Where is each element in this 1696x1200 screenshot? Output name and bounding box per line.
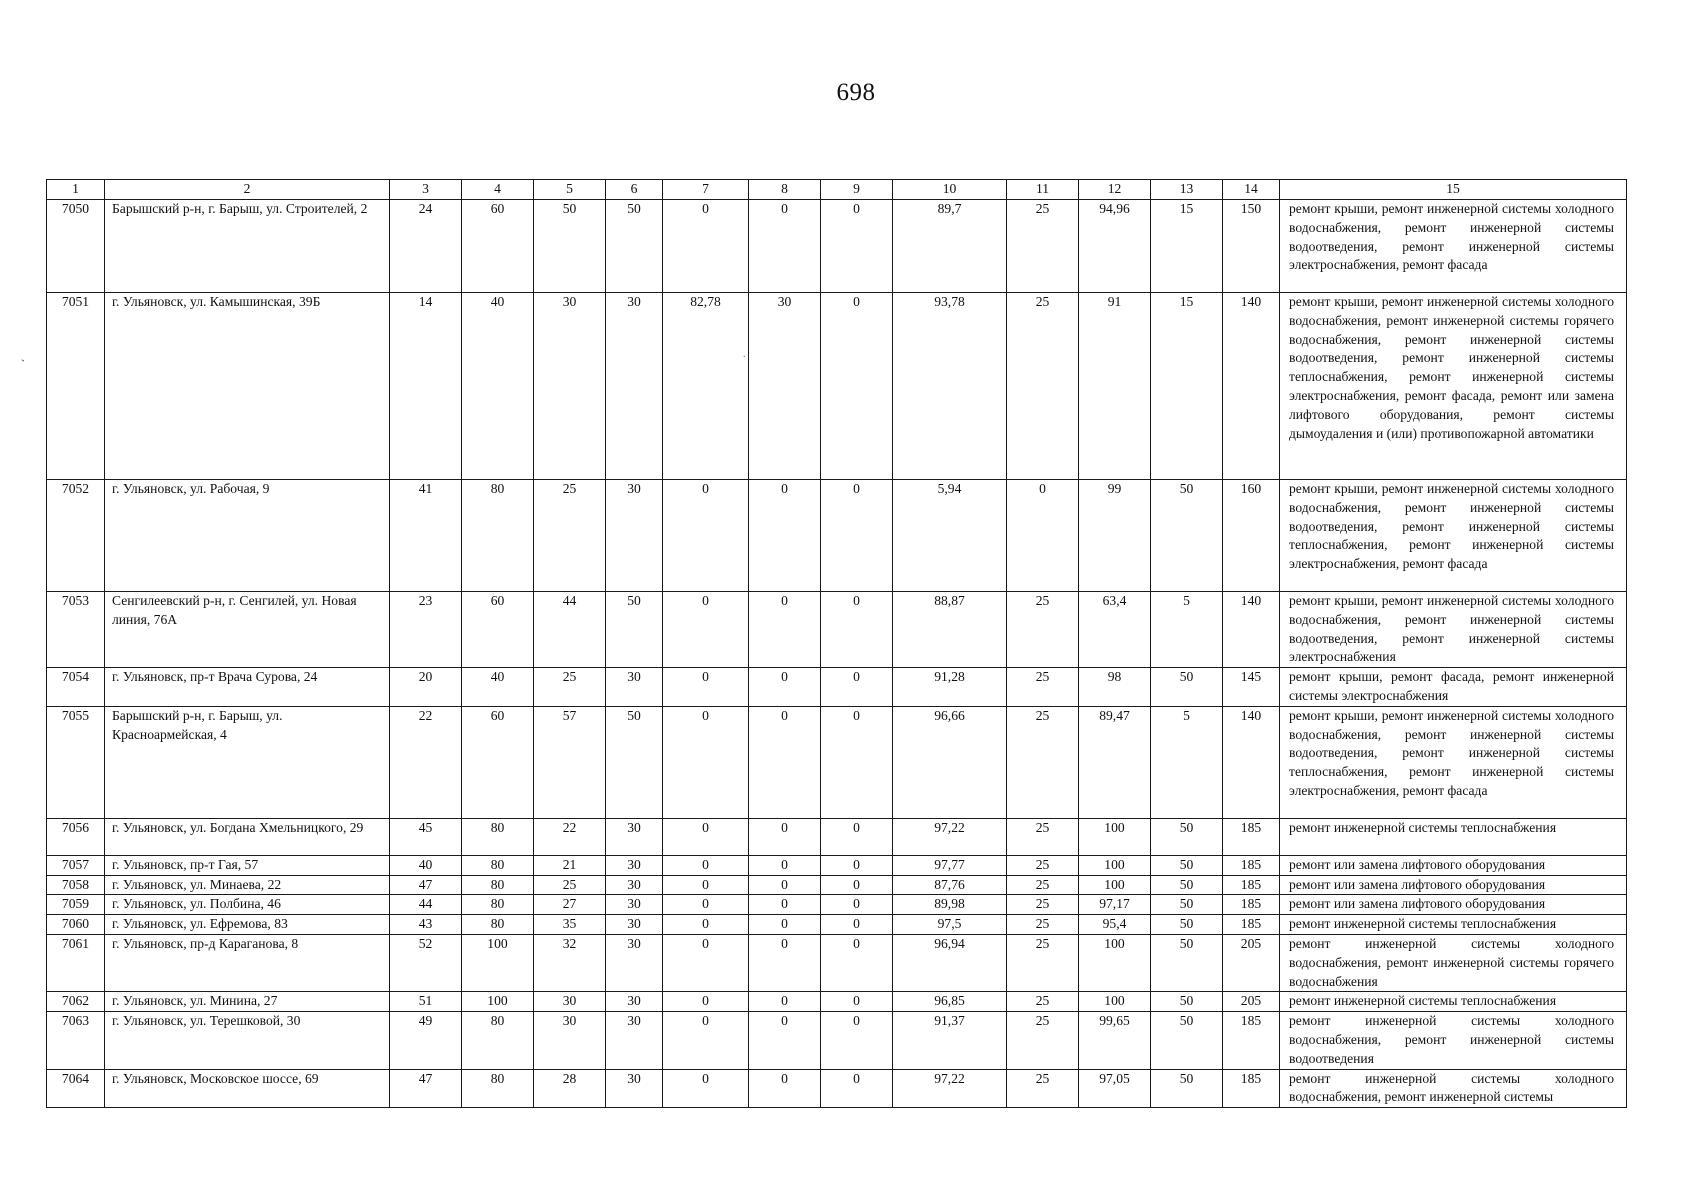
column-number-4: 4 — [462, 180, 534, 200]
address-cell: г. Ульяновск, ул. Рабочая, 9 — [105, 480, 390, 592]
col-7-cell: 0 — [663, 915, 749, 935]
col-14-cell: 205 — [1223, 992, 1280, 1012]
column-number-8: 8 — [749, 180, 821, 200]
col-3-cell: 23 — [390, 592, 462, 668]
col-5-cell: 28 — [534, 1069, 606, 1108]
column-number-3: 3 — [390, 180, 462, 200]
col-7-cell: 0 — [663, 818, 749, 855]
col-13-cell: 50 — [1151, 915, 1223, 935]
col-10-cell: 89,7 — [893, 200, 1007, 293]
col-10-cell: 97,5 — [893, 915, 1007, 935]
row-id-cell: 7050 — [47, 200, 105, 293]
col-6-cell: 30 — [606, 1069, 663, 1108]
row-id-cell: 7057 — [47, 855, 105, 875]
col-5-cell: 35 — [534, 915, 606, 935]
col-14-cell: 185 — [1223, 895, 1280, 915]
col-5-cell: 25 — [534, 480, 606, 592]
col-4-cell: 60 — [462, 592, 534, 668]
col-5-cell: 44 — [534, 592, 606, 668]
col-6-cell: 30 — [606, 1012, 663, 1069]
col-11-cell: 25 — [1007, 818, 1079, 855]
col-9-cell: 0 — [821, 1069, 893, 1108]
row-id-cell: 7058 — [47, 875, 105, 895]
column-number-13: 13 — [1151, 180, 1223, 200]
col-14-cell: 205 — [1223, 934, 1280, 991]
col-7-cell: 0 — [663, 1012, 749, 1069]
row-id-cell: 7052 — [47, 480, 105, 592]
col-14-cell: 185 — [1223, 915, 1280, 935]
works-list-cell: ремонт инженерной системы теплоснабжения — [1280, 915, 1627, 935]
col-7-cell: 0 — [663, 1069, 749, 1108]
address-cell: г. Ульяновск, ул. Ефремова, 83 — [105, 915, 390, 935]
col-7-cell: 0 — [663, 480, 749, 592]
col-4-cell: 80 — [462, 818, 534, 855]
col-14-cell: 185 — [1223, 855, 1280, 875]
col-9-cell: 0 — [821, 668, 893, 707]
col-8-cell: 0 — [749, 668, 821, 707]
row-id-cell: 7055 — [47, 706, 105, 818]
row-id-cell: 7060 — [47, 915, 105, 935]
col-4-cell: 60 — [462, 706, 534, 818]
col-10-cell: 91,37 — [893, 1012, 1007, 1069]
address-cell: Барышский р-н, г. Барыш, ул. Строителей, 2 — [105, 200, 390, 293]
table-row — [47, 992, 1627, 1012]
col-6-cell: 50 — [606, 592, 663, 668]
works-list-cell: ремонт крыши, ремонт инженерной системы холодного водоснабжения, ремонт инженерной системы водоотведения, ремонт инженерной системы теплоснабжения, ремонт инженерной системы электроснабжения, ремонт фасада — [1280, 480, 1627, 592]
col-12-cell: 100 — [1079, 875, 1151, 895]
col-4-cell: 40 — [462, 293, 534, 480]
col-4-cell: 40 — [462, 668, 534, 707]
col-7-cell: 82,78 — [663, 293, 749, 480]
col-11-cell: 25 — [1007, 1069, 1079, 1108]
table-row — [47, 293, 1627, 480]
col-7-cell: 0 — [663, 875, 749, 895]
table-row — [47, 200, 1627, 293]
col-14-cell: 185 — [1223, 818, 1280, 855]
col-12-cell: 98 — [1079, 668, 1151, 707]
works-list-cell: ремонт инженерной системы теплоснабжения — [1280, 818, 1627, 855]
col-6-cell: 30 — [606, 855, 663, 875]
col-14-cell: 140 — [1223, 706, 1280, 818]
works-list-cell: ремонт инженерной системы холодного водоснабжения, ремонт инженерной системы горячего водоснабжения — [1280, 934, 1627, 991]
scan-mark: ` — [21, 357, 25, 371]
col-14-cell: 145 — [1223, 668, 1280, 707]
col-5-cell: 25 — [534, 875, 606, 895]
col-8-cell: 0 — [749, 706, 821, 818]
col-9-cell: 0 — [821, 915, 893, 935]
col-6-cell: 30 — [606, 480, 663, 592]
col-14-cell: 150 — [1223, 200, 1280, 293]
address-cell: г. Ульяновск, ул. Минина, 27 — [105, 992, 390, 1012]
col-4-cell: 100 — [462, 992, 534, 1012]
col-9-cell: 0 — [821, 855, 893, 875]
column-number-7: 7 — [663, 180, 749, 200]
column-number-6: 6 — [606, 180, 663, 200]
table-row — [47, 934, 1627, 991]
col-12-cell: 100 — [1079, 855, 1151, 875]
col-3-cell: 40 — [390, 855, 462, 875]
column-number-5: 5 — [534, 180, 606, 200]
col-12-cell: 99 — [1079, 480, 1151, 592]
address-cell: г. Ульяновск, пр-т Гая, 57 — [105, 855, 390, 875]
col-11-cell: 25 — [1007, 706, 1079, 818]
address-cell: г. Ульяновск, пр-д Караганова, 8 — [105, 934, 390, 991]
address-cell: г. Ульяновск, ул. Камышинская, 39Б — [105, 293, 390, 480]
column-number-9: 9 — [821, 180, 893, 200]
col-11-cell: 25 — [1007, 592, 1079, 668]
col-10-cell: 89,98 — [893, 895, 1007, 915]
col-10-cell: 91,28 — [893, 668, 1007, 707]
address-cell: г. Ульяновск, пр-т Врача Сурова, 24 — [105, 668, 390, 707]
col-10-cell: 93,78 — [893, 293, 1007, 480]
col-7-cell: 0 — [663, 200, 749, 293]
col-4-cell: 80 — [462, 915, 534, 935]
col-7-cell: 0 — [663, 895, 749, 915]
table-row — [47, 915, 1627, 935]
col-11-cell: 25 — [1007, 875, 1079, 895]
col-13-cell: 50 — [1151, 875, 1223, 895]
col-11-cell: 25 — [1007, 668, 1079, 707]
table-row — [47, 480, 1627, 592]
col-12-cell: 91 — [1079, 293, 1151, 480]
col-8-cell: 0 — [749, 895, 821, 915]
col-8-cell: 0 — [749, 818, 821, 855]
col-7-cell: 0 — [663, 934, 749, 991]
row-id-cell: 7053 — [47, 592, 105, 668]
col-10-cell: 88,87 — [893, 592, 1007, 668]
col-4-cell: 80 — [462, 1069, 534, 1108]
column-number-1: 1 — [47, 180, 105, 200]
col-3-cell: 47 — [390, 1069, 462, 1108]
col-12-cell: 100 — [1079, 992, 1151, 1012]
scan-dot: . — [743, 349, 746, 360]
column-number-11: 11 — [1007, 180, 1079, 200]
col-13-cell: 5 — [1151, 706, 1223, 818]
col-8-cell: 30 — [749, 293, 821, 480]
col-3-cell: 41 — [390, 480, 462, 592]
col-11-cell: 0 — [1007, 480, 1079, 592]
col-13-cell: 50 — [1151, 1012, 1223, 1069]
address-cell: г. Ульяновск, ул. Полбина, 46 — [105, 895, 390, 915]
col-14-cell: 140 — [1223, 592, 1280, 668]
col-10-cell: 96,94 — [893, 934, 1007, 991]
col-7-cell: 0 — [663, 855, 749, 875]
column-number-row — [47, 180, 1627, 200]
col-11-cell: 25 — [1007, 992, 1079, 1012]
col-10-cell: 5,94 — [893, 480, 1007, 592]
col-13-cell: 50 — [1151, 480, 1223, 592]
col-6-cell: 30 — [606, 875, 663, 895]
col-9-cell: 0 — [821, 875, 893, 895]
col-6-cell: 30 — [606, 915, 663, 935]
table-row — [47, 818, 1627, 855]
column-number-14: 14 — [1223, 180, 1280, 200]
col-8-cell: 0 — [749, 934, 821, 991]
row-id-cell: 7062 — [47, 992, 105, 1012]
col-14-cell: 140 — [1223, 293, 1280, 480]
col-8-cell: 0 — [749, 855, 821, 875]
col-6-cell: 30 — [606, 293, 663, 480]
col-10-cell: 97,77 — [893, 855, 1007, 875]
col-5-cell: 30 — [534, 293, 606, 480]
col-4-cell: 80 — [462, 480, 534, 592]
row-id-cell: 7056 — [47, 818, 105, 855]
column-number-10: 10 — [893, 180, 1007, 200]
col-9-cell: 0 — [821, 992, 893, 1012]
col-13-cell: 50 — [1151, 992, 1223, 1012]
address-cell: г. Ульяновск, ул. Минаева, 22 — [105, 875, 390, 895]
table-row — [47, 855, 1627, 875]
col-10-cell: 96,85 — [893, 992, 1007, 1012]
col-3-cell: 49 — [390, 1012, 462, 1069]
col-12-cell: 95,4 — [1079, 915, 1151, 935]
col-13-cell: 15 — [1151, 200, 1223, 293]
col-5-cell: 30 — [534, 992, 606, 1012]
table-row — [47, 592, 1627, 668]
col-12-cell: 63,4 — [1079, 592, 1151, 668]
row-id-cell: 7064 — [47, 1069, 105, 1108]
col-6-cell: 30 — [606, 992, 663, 1012]
col-14-cell: 160 — [1223, 480, 1280, 592]
col-3-cell: 24 — [390, 200, 462, 293]
col-3-cell: 44 — [390, 895, 462, 915]
col-6-cell: 30 — [606, 934, 663, 991]
col-13-cell: 15 — [1151, 293, 1223, 480]
col-3-cell: 14 — [390, 293, 462, 480]
col-4-cell: 60 — [462, 200, 534, 293]
column-number-15: 15 — [1280, 180, 1627, 200]
col-8-cell: 0 — [749, 1069, 821, 1108]
col-4-cell: 80 — [462, 895, 534, 915]
col-12-cell: 99,65 — [1079, 1012, 1151, 1069]
col-3-cell: 45 — [390, 818, 462, 855]
col-14-cell: 185 — [1223, 1012, 1280, 1069]
col-4-cell: 80 — [462, 855, 534, 875]
col-3-cell: 51 — [390, 992, 462, 1012]
col-5-cell: 57 — [534, 706, 606, 818]
col-9-cell: 0 — [821, 818, 893, 855]
col-7-cell: 0 — [663, 668, 749, 707]
col-6-cell: 30 — [606, 818, 663, 855]
works-list-cell: ремонт крыши, ремонт фасада, ремонт инженерной системы электроснабжения — [1280, 668, 1627, 707]
col-12-cell: 100 — [1079, 934, 1151, 991]
col-3-cell: 52 — [390, 934, 462, 991]
col-10-cell: 97,22 — [893, 818, 1007, 855]
col-12-cell: 97,17 — [1079, 895, 1151, 915]
col-11-cell: 25 — [1007, 855, 1079, 875]
works-list-cell: ремонт крыши, ремонт инженерной системы холодного водоснабжения, ремонт инженерной системы водоотведения, ремонт инженерной системы теплоснабжения, ремонт инженерной системы электроснабжения, ремонт фасада — [1280, 706, 1627, 818]
table-row — [47, 668, 1627, 707]
table-row — [47, 875, 1627, 895]
col-12-cell: 97,05 — [1079, 1069, 1151, 1108]
col-9-cell: 0 — [821, 895, 893, 915]
col-11-cell: 25 — [1007, 293, 1079, 480]
works-list-cell: ремонт крыши, ремонт инженерной системы холодного водоснабжения, ремонт инженерной системы водоотведения, ремонт инженерной системы электроснабжения — [1280, 592, 1627, 668]
col-3-cell: 20 — [390, 668, 462, 707]
row-id-cell: 7059 — [47, 895, 105, 915]
table-row — [47, 706, 1627, 818]
col-8-cell: 0 — [749, 200, 821, 293]
col-14-cell: 185 — [1223, 1069, 1280, 1108]
col-9-cell: 0 — [821, 293, 893, 480]
col-9-cell: 0 — [821, 592, 893, 668]
column-number-2: 2 — [105, 180, 390, 200]
col-11-cell: 25 — [1007, 934, 1079, 991]
address-cell: Барышский р-н, г. Барыш, ул. Красноармейская, 4 — [105, 706, 390, 818]
row-id-cell: 7051 — [47, 293, 105, 480]
col-5-cell: 32 — [534, 934, 606, 991]
col-8-cell: 0 — [749, 592, 821, 668]
col-8-cell: 0 — [749, 992, 821, 1012]
col-4-cell: 80 — [462, 875, 534, 895]
col-13-cell: 50 — [1151, 1069, 1223, 1108]
col-7-cell: 0 — [663, 992, 749, 1012]
col-4-cell: 80 — [462, 1012, 534, 1069]
address-cell: г. Ульяновск, ул. Терешковой, 30 — [105, 1012, 390, 1069]
works-list-cell: ремонт или замена лифтового оборудования — [1280, 875, 1627, 895]
col-6-cell: 50 — [606, 200, 663, 293]
page-number: 698 — [836, 79, 876, 106]
col-3-cell: 22 — [390, 706, 462, 818]
col-14-cell: 185 — [1223, 875, 1280, 895]
col-11-cell: 25 — [1007, 915, 1079, 935]
row-id-cell: 7061 — [47, 934, 105, 991]
col-9-cell: 0 — [821, 934, 893, 991]
col-13-cell: 5 — [1151, 592, 1223, 668]
address-cell: г. Ульяновск, ул. Богдана Хмельницкого, 29 — [105, 818, 390, 855]
table-row — [47, 1012, 1627, 1069]
address-cell: г. Ульяновск, Московское шоссе, 69 — [105, 1069, 390, 1108]
table-row — [47, 895, 1627, 915]
works-list-cell: ремонт крыши, ремонт инженерной системы холодного водоснабжения, ремонт инженерной системы горячего водоснабжения, ремонт инженерной системы водоотведения, ремонт инженерной системы теплоснабжения, ремонт инженерной системы электроснабжения, ремонт фасада, ремонт или замена лифтового оборудования, ремонт системы дымоудаления и (или) противопожарной автоматики — [1280, 293, 1627, 480]
col-6-cell: 50 — [606, 706, 663, 818]
table-row — [47, 1069, 1627, 1108]
col-3-cell: 47 — [390, 875, 462, 895]
works-list-cell: ремонт или замена лифтового оборудования — [1280, 895, 1627, 915]
works-list-cell: ремонт или замена лифтового оборудования — [1280, 855, 1627, 875]
col-8-cell: 0 — [749, 1012, 821, 1069]
col-8-cell: 0 — [749, 480, 821, 592]
col-6-cell: 30 — [606, 895, 663, 915]
col-10-cell: 87,76 — [893, 875, 1007, 895]
col-13-cell: 50 — [1151, 818, 1223, 855]
col-10-cell: 97,22 — [893, 1069, 1007, 1108]
col-5-cell: 25 — [534, 668, 606, 707]
col-10-cell: 96,66 — [893, 706, 1007, 818]
col-5-cell: 22 — [534, 818, 606, 855]
col-5-cell: 30 — [534, 1012, 606, 1069]
works-list-cell: ремонт инженерной системы холодного водоснабжения, ремонт инженерной системы водоотведения — [1280, 1012, 1627, 1069]
col-8-cell: 0 — [749, 915, 821, 935]
col-9-cell: 0 — [821, 200, 893, 293]
col-11-cell: 25 — [1007, 200, 1079, 293]
col-12-cell: 94,96 — [1079, 200, 1151, 293]
col-13-cell: 50 — [1151, 855, 1223, 875]
col-4-cell: 100 — [462, 934, 534, 991]
col-11-cell: 25 — [1007, 895, 1079, 915]
col-5-cell: 50 — [534, 200, 606, 293]
col-9-cell: 0 — [821, 1012, 893, 1069]
col-12-cell: 89,47 — [1079, 706, 1151, 818]
row-id-cell: 7054 — [47, 668, 105, 707]
col-12-cell: 100 — [1079, 818, 1151, 855]
col-9-cell: 0 — [821, 706, 893, 818]
col-13-cell: 50 — [1151, 895, 1223, 915]
col-9-cell: 0 — [821, 480, 893, 592]
row-id-cell: 7063 — [47, 1012, 105, 1069]
col-8-cell: 0 — [749, 875, 821, 895]
works-list-cell: ремонт крыши, ремонт инженерной системы холодного водоснабжения, ремонт инженерной системы водоотведения, ремонт инженерной системы электроснабжения, ремонт фасада — [1280, 200, 1627, 293]
col-5-cell: 27 — [534, 895, 606, 915]
col-7-cell: 0 — [663, 706, 749, 818]
col-13-cell: 50 — [1151, 934, 1223, 991]
col-11-cell: 25 — [1007, 1012, 1079, 1069]
works-list-cell: ремонт инженерной системы холодного водоснабжения, ремонт инженерной системы — [1280, 1069, 1627, 1108]
col-6-cell: 30 — [606, 668, 663, 707]
col-5-cell: 21 — [534, 855, 606, 875]
address-cell: Сенгилеевский р-н, г. Сенгилей, ул. Новая линия, 76А — [105, 592, 390, 668]
col-7-cell: 0 — [663, 592, 749, 668]
column-number-12: 12 — [1079, 180, 1151, 200]
col-3-cell: 43 — [390, 915, 462, 935]
works-list-cell: ремонт инженерной системы теплоснабжения — [1280, 992, 1627, 1012]
buildings-table — [46, 179, 1627, 1108]
col-13-cell: 50 — [1151, 668, 1223, 707]
